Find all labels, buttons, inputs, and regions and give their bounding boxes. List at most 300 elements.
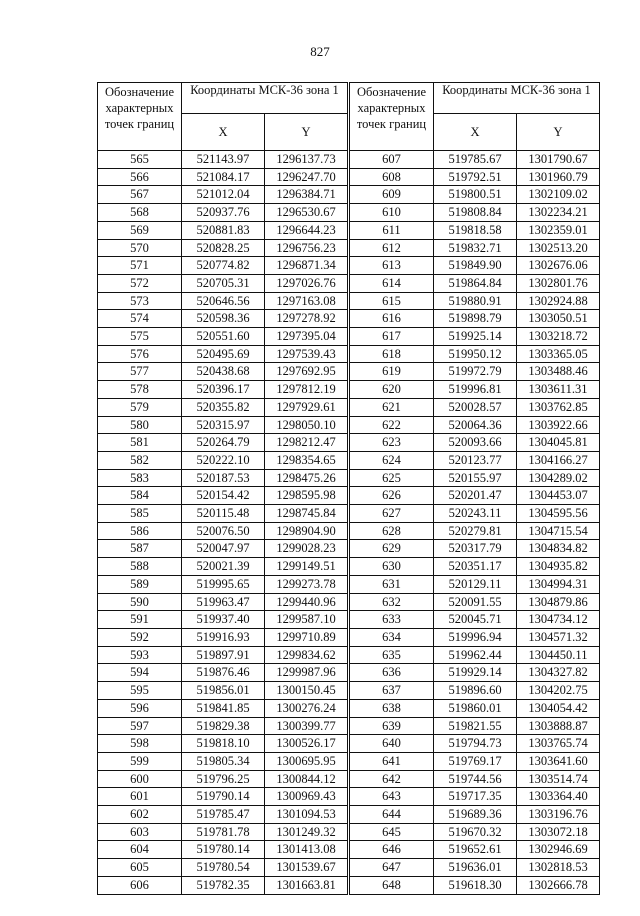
y-coordinate-cell: 1304054.42 — [517, 699, 600, 717]
point-number-cell: 622 — [350, 416, 434, 434]
x-coordinate-cell: 519916.93 — [182, 628, 265, 646]
table-row — [350, 274, 600, 292]
point-number-cell: 633 — [350, 611, 434, 629]
table-row — [98, 859, 348, 877]
x-coordinate-cell: 519780.14 — [182, 841, 265, 859]
y-coordinate-cell: 1297026.76 — [265, 274, 348, 292]
table-row — [350, 593, 600, 611]
table-row — [350, 416, 600, 434]
table-row — [350, 788, 600, 806]
coordinates-header: Координаты МСК-36 зона 1 — [434, 83, 600, 114]
y-coordinate-cell: 1300969.43 — [265, 788, 348, 806]
point-number-cell: 605 — [98, 859, 182, 877]
point-number-cell: 611 — [350, 221, 434, 239]
x-coordinate-cell: 519808.84 — [434, 204, 517, 222]
y-coordinate-cell: 1296247.70 — [265, 168, 348, 186]
y-coordinate-cell: 1300399.77 — [265, 717, 348, 735]
y-coordinate-cell: 1299273.78 — [265, 575, 348, 593]
point-number-cell: 616 — [350, 310, 434, 328]
point-number-cell: 600 — [98, 770, 182, 788]
point-number-cell: 627 — [350, 505, 434, 523]
y-coordinate-cell: 1302801.76 — [517, 274, 600, 292]
point-number-cell: 589 — [98, 575, 182, 593]
table-row — [350, 239, 600, 257]
table-row — [350, 752, 600, 770]
x-coordinate-cell: 519781.78 — [182, 823, 265, 841]
y-coordinate-cell: 1303050.51 — [517, 310, 600, 328]
point-number-cell: 641 — [350, 752, 434, 770]
y-coordinate-cell: 1298745.84 — [265, 505, 348, 523]
point-number-cell: 642 — [350, 770, 434, 788]
point-number-cell: 634 — [350, 628, 434, 646]
point-number-cell: 598 — [98, 735, 182, 753]
point-number-cell: 608 — [350, 168, 434, 186]
x-coordinate-cell: 521143.97 — [182, 151, 265, 169]
x-coordinate-cell: 519800.51 — [434, 186, 517, 204]
table-row — [350, 328, 600, 346]
y-coordinate-cell: 1304453.07 — [517, 487, 600, 505]
y-coordinate-cell: 1300150.45 — [265, 682, 348, 700]
x-coordinate-cell: 520264.79 — [182, 434, 265, 452]
x-coordinate-cell: 520129.11 — [434, 575, 517, 593]
point-number-cell: 593 — [98, 646, 182, 664]
point-number-cell: 567 — [98, 186, 182, 204]
x-coordinate-cell: 520598.36 — [182, 310, 265, 328]
x-coordinate-cell: 519670.32 — [434, 823, 517, 841]
y-coordinate-cell: 1298475.26 — [265, 469, 348, 487]
y-coordinate-cell: 1304289.02 — [517, 469, 600, 487]
table-row — [98, 752, 348, 770]
y-coordinate-cell: 1299440.96 — [265, 593, 348, 611]
x-coordinate-cell: 519785.47 — [182, 806, 265, 824]
table-row — [98, 770, 348, 788]
x-coordinate-cell: 520315.97 — [182, 416, 265, 434]
point-number-cell: 573 — [98, 292, 182, 310]
table-row — [98, 540, 348, 558]
x-coordinate-cell: 519796.25 — [182, 770, 265, 788]
point-number-cell: 647 — [350, 859, 434, 877]
x-coordinate-cell: 520045.71 — [434, 611, 517, 629]
x-coordinate-cell: 519782.35 — [182, 876, 265, 894]
point-number-cell: 624 — [350, 451, 434, 469]
table-row — [350, 451, 600, 469]
x-coordinate-cell: 519769.17 — [434, 752, 517, 770]
coordinates-table-left — [97, 82, 347, 895]
y-coordinate-cell: 1298595.98 — [265, 487, 348, 505]
point-number-cell: 579 — [98, 398, 182, 416]
point-number-cell: 586 — [98, 522, 182, 540]
point-number-cell: 585 — [98, 505, 182, 523]
table-row — [98, 699, 348, 717]
x-coordinate-cell: 519717.35 — [434, 788, 517, 806]
y-coordinate-cell: 1297539.43 — [265, 345, 348, 363]
y-coordinate-cell: 1304734.12 — [517, 611, 600, 629]
y-coordinate-cell: 1303762.85 — [517, 398, 600, 416]
x-coordinate-cell: 520828.25 — [182, 239, 265, 257]
y-coordinate-cell: 1302359.01 — [517, 221, 600, 239]
y-coordinate-cell: 1302234.21 — [517, 204, 600, 222]
table-row — [350, 735, 600, 753]
y-coordinate-cell: 1301249.32 — [265, 823, 348, 841]
x-coordinate-cell: 520076.50 — [182, 522, 265, 540]
point-number-cell: 591 — [98, 611, 182, 629]
point-number-cell: 640 — [350, 735, 434, 753]
point-number-cell: 566 — [98, 168, 182, 186]
point-number-cell: 576 — [98, 345, 182, 363]
x-coordinate-cell: 519785.67 — [434, 151, 517, 169]
point-number-cell: 582 — [98, 451, 182, 469]
point-number-cell: 632 — [350, 593, 434, 611]
table-row — [98, 416, 348, 434]
x-coordinate-cell: 519790.14 — [182, 788, 265, 806]
x-coordinate-cell: 520155.97 — [434, 469, 517, 487]
y-coordinate-cell: 1297395.04 — [265, 328, 348, 346]
x-coordinate-cell: 520351.17 — [434, 558, 517, 576]
y-coordinate-cell: 1297163.08 — [265, 292, 348, 310]
x-coordinate-cell: 519896.60 — [434, 682, 517, 700]
x-coordinate-cell: 519996.81 — [434, 381, 517, 399]
table-row — [350, 257, 600, 275]
x-coordinate-cell: 520881.83 — [182, 221, 265, 239]
y-coordinate-cell: 1296644.23 — [265, 221, 348, 239]
x-coordinate-cell: 520091.55 — [434, 593, 517, 611]
table-row — [98, 257, 348, 275]
table-row — [350, 876, 600, 894]
table-row — [98, 345, 348, 363]
point-number-cell: 607 — [350, 151, 434, 169]
point-number-cell: 601 — [98, 788, 182, 806]
table-row — [350, 682, 600, 700]
y-coordinate-cell: 1300276.24 — [265, 699, 348, 717]
point-number-cell: 636 — [350, 664, 434, 682]
y-coordinate-cell: 1300695.95 — [265, 752, 348, 770]
y-coordinate-cell: 1303365.05 — [517, 345, 600, 363]
point-number-cell: 628 — [350, 522, 434, 540]
point-number-cell: 572 — [98, 274, 182, 292]
y-coordinate-cell: 1304327.82 — [517, 664, 600, 682]
table-row — [350, 505, 600, 523]
table-body-left — [98, 151, 348, 895]
table-row — [98, 363, 348, 381]
x-coordinate-cell: 519636.01 — [434, 859, 517, 877]
page-number: 827 — [310, 44, 330, 59]
table-row — [98, 788, 348, 806]
point-number-cell: 575 — [98, 328, 182, 346]
y-coordinate-cell: 1298354.65 — [265, 451, 348, 469]
table-row — [98, 646, 348, 664]
point-number-cell: 618 — [350, 345, 434, 363]
table-row — [98, 168, 348, 186]
point-number-cell: 570 — [98, 239, 182, 257]
table-row — [350, 434, 600, 452]
table-row — [98, 628, 348, 646]
x-coordinate-cell: 519849.90 — [434, 257, 517, 275]
x-coordinate-cell: 520551.60 — [182, 328, 265, 346]
point-number-cell: 574 — [98, 310, 182, 328]
y-coordinate-cell: 1303765.74 — [517, 735, 600, 753]
table-row — [98, 186, 348, 204]
x-coordinate-cell: 520355.82 — [182, 398, 265, 416]
table-row — [98, 328, 348, 346]
y-coordinate-cell: 1297278.92 — [265, 310, 348, 328]
x-coordinate-cell: 521084.17 — [182, 168, 265, 186]
y-coordinate-cell: 1303072.18 — [517, 823, 600, 841]
x-coordinate-cell: 520646.56 — [182, 292, 265, 310]
point-number-cell: 638 — [350, 699, 434, 717]
y-coordinate-cell: 1299028.23 — [265, 540, 348, 558]
y-coordinate-cell: 1298904.90 — [265, 522, 348, 540]
y-coordinate-cell: 1304994.31 — [517, 575, 600, 593]
y-coordinate-cell: 1303196.76 — [517, 806, 600, 824]
table-row — [98, 292, 348, 310]
table-row — [98, 381, 348, 399]
y-coordinate-cell: 1302109.02 — [517, 186, 600, 204]
point-number-cell: 621 — [350, 398, 434, 416]
y-coordinate-cell: 1304834.82 — [517, 540, 600, 558]
x-coordinate-cell: 519821.55 — [434, 717, 517, 735]
table-row — [350, 770, 600, 788]
table-row — [98, 398, 348, 416]
table-row — [98, 310, 348, 328]
y-coordinate-cell: 1298212.47 — [265, 434, 348, 452]
table-row — [350, 221, 600, 239]
point-number-cell: 615 — [350, 292, 434, 310]
x-coordinate-cell: 520021.39 — [182, 558, 265, 576]
table-row — [350, 522, 600, 540]
coordinates-header: Координаты МСК-36 зона 1 — [182, 83, 348, 114]
point-label-header: Обозначение характерных точек границ — [98, 83, 182, 151]
table-row — [350, 664, 600, 682]
y-coordinate-cell: 1302924.88 — [517, 292, 600, 310]
table-row — [350, 646, 600, 664]
table-row — [350, 204, 600, 222]
x-header: X — [182, 114, 265, 151]
point-number-cell: 629 — [350, 540, 434, 558]
y-coordinate-cell: 1303218.72 — [517, 328, 600, 346]
point-number-cell: 583 — [98, 469, 182, 487]
y-coordinate-cell: 1297812.19 — [265, 381, 348, 399]
table-row — [350, 611, 600, 629]
point-number-cell: 571 — [98, 257, 182, 275]
x-coordinate-cell: 520495.69 — [182, 345, 265, 363]
point-number-cell: 596 — [98, 699, 182, 717]
table-row — [98, 575, 348, 593]
point-number-cell: 584 — [98, 487, 182, 505]
table-row — [98, 558, 348, 576]
table-row — [98, 522, 348, 540]
x-coordinate-cell: 519995.65 — [182, 575, 265, 593]
x-coordinate-cell: 520115.48 — [182, 505, 265, 523]
x-header: X — [434, 114, 517, 151]
x-coordinate-cell: 520028.57 — [434, 398, 517, 416]
x-coordinate-cell: 519925.14 — [434, 328, 517, 346]
y-coordinate-cell: 1304595.56 — [517, 505, 600, 523]
point-number-cell: 569 — [98, 221, 182, 239]
y-coordinate-cell: 1304450.11 — [517, 646, 600, 664]
table-row — [350, 345, 600, 363]
point-number-cell: 614 — [350, 274, 434, 292]
y-coordinate-cell: 1303488.46 — [517, 363, 600, 381]
table-row — [98, 841, 348, 859]
y-coordinate-cell: 1304571.32 — [517, 628, 600, 646]
point-number-cell: 568 — [98, 204, 182, 222]
table-row — [350, 540, 600, 558]
table-row — [350, 292, 600, 310]
point-number-cell: 577 — [98, 363, 182, 381]
table-row — [98, 151, 348, 169]
table-row — [350, 859, 600, 877]
x-coordinate-cell: 521012.04 — [182, 186, 265, 204]
table-row — [350, 186, 600, 204]
y-coordinate-cell: 1298050.10 — [265, 416, 348, 434]
table-row — [350, 699, 600, 717]
x-coordinate-cell: 519618.30 — [434, 876, 517, 894]
y-coordinate-cell: 1302818.53 — [517, 859, 600, 877]
y-coordinate-cell: 1299587.10 — [265, 611, 348, 629]
x-coordinate-cell: 519652.61 — [434, 841, 517, 859]
table-row — [98, 204, 348, 222]
x-coordinate-cell: 519805.34 — [182, 752, 265, 770]
y-coordinate-cell: 1303364.40 — [517, 788, 600, 806]
x-coordinate-cell: 519897.91 — [182, 646, 265, 664]
table-row — [350, 168, 600, 186]
x-coordinate-cell: 520396.17 — [182, 381, 265, 399]
x-coordinate-cell: 519794.73 — [434, 735, 517, 753]
x-coordinate-cell: 520279.81 — [434, 522, 517, 540]
point-number-cell: 587 — [98, 540, 182, 558]
point-number-cell: 626 — [350, 487, 434, 505]
point-number-cell: 597 — [98, 717, 182, 735]
y-coordinate-cell: 1304715.54 — [517, 522, 600, 540]
point-number-cell: 630 — [350, 558, 434, 576]
x-coordinate-cell: 519829.38 — [182, 717, 265, 735]
y-coordinate-cell: 1303611.31 — [517, 381, 600, 399]
table-row — [98, 469, 348, 487]
point-number-cell: 588 — [98, 558, 182, 576]
table-row — [98, 806, 348, 824]
x-coordinate-cell: 519689.36 — [434, 806, 517, 824]
point-number-cell: 643 — [350, 788, 434, 806]
x-coordinate-cell: 519744.56 — [434, 770, 517, 788]
y-coordinate-cell: 1297929.61 — [265, 398, 348, 416]
table-row — [98, 735, 348, 753]
coordinates-table — [97, 82, 348, 895]
point-number-cell: 637 — [350, 682, 434, 700]
table-row — [98, 682, 348, 700]
coordinates-table-right — [349, 82, 599, 895]
y-coordinate-cell: 1300526.17 — [265, 735, 348, 753]
point-number-cell: 604 — [98, 841, 182, 859]
table-row — [98, 221, 348, 239]
y-coordinate-cell: 1304202.75 — [517, 682, 600, 700]
x-coordinate-cell: 520187.53 — [182, 469, 265, 487]
x-coordinate-cell: 520317.79 — [434, 540, 517, 558]
x-coordinate-cell: 520937.76 — [182, 204, 265, 222]
point-number-cell: 635 — [350, 646, 434, 664]
table-row — [350, 717, 600, 735]
point-number-cell: 631 — [350, 575, 434, 593]
point-number-cell: 603 — [98, 823, 182, 841]
point-number-cell: 581 — [98, 434, 182, 452]
point-number-cell: 595 — [98, 682, 182, 700]
y-coordinate-cell: 1296384.71 — [265, 186, 348, 204]
point-number-cell: 639 — [350, 717, 434, 735]
point-number-cell: 619 — [350, 363, 434, 381]
y-coordinate-cell: 1303922.66 — [517, 416, 600, 434]
y-coordinate-cell: 1296756.23 — [265, 239, 348, 257]
x-coordinate-cell: 519963.47 — [182, 593, 265, 611]
point-number-cell: 606 — [98, 876, 182, 894]
point-number-cell: 580 — [98, 416, 182, 434]
point-number-cell: 620 — [350, 381, 434, 399]
x-coordinate-cell: 519996.94 — [434, 628, 517, 646]
y-coordinate-cell: 1296137.73 — [265, 151, 348, 169]
point-number-cell: 648 — [350, 876, 434, 894]
x-coordinate-cell: 519856.01 — [182, 682, 265, 700]
table-row — [350, 806, 600, 824]
point-number-cell: 613 — [350, 257, 434, 275]
y-coordinate-cell: 1304045.81 — [517, 434, 600, 452]
y-coordinate-cell: 1304879.86 — [517, 593, 600, 611]
coordinates-table — [349, 82, 600, 895]
point-number-cell: 646 — [350, 841, 434, 859]
x-coordinate-cell: 519792.51 — [434, 168, 517, 186]
x-coordinate-cell: 520774.82 — [182, 257, 265, 275]
y-coordinate-cell: 1304935.82 — [517, 558, 600, 576]
table-row — [350, 381, 600, 399]
point-number-cell: 602 — [98, 806, 182, 824]
y-coordinate-cell: 1300844.12 — [265, 770, 348, 788]
x-coordinate-cell: 520201.47 — [434, 487, 517, 505]
table-row — [98, 239, 348, 257]
x-coordinate-cell: 519818.58 — [434, 221, 517, 239]
point-number-cell: 625 — [350, 469, 434, 487]
y-coordinate-cell: 1296871.34 — [265, 257, 348, 275]
x-coordinate-cell: 520438.68 — [182, 363, 265, 381]
y-coordinate-cell: 1303888.87 — [517, 717, 600, 735]
y-coordinate-cell: 1301790.67 — [517, 151, 600, 169]
x-coordinate-cell: 519818.10 — [182, 735, 265, 753]
x-coordinate-cell: 520093.66 — [434, 434, 517, 452]
x-coordinate-cell: 520222.10 — [182, 451, 265, 469]
point-number-cell: 565 — [98, 151, 182, 169]
point-number-cell: 617 — [350, 328, 434, 346]
point-label-header: Обозначение характерных точек границ — [350, 83, 434, 151]
point-number-cell: 594 — [98, 664, 182, 682]
y-coordinate-cell: 1302666.78 — [517, 876, 600, 894]
table-row — [350, 823, 600, 841]
table-row — [98, 505, 348, 523]
y-coordinate-cell: 1302513.20 — [517, 239, 600, 257]
y-coordinate-cell: 1302946.69 — [517, 841, 600, 859]
x-coordinate-cell: 519860.01 — [434, 699, 517, 717]
x-coordinate-cell: 519937.40 — [182, 611, 265, 629]
table-row — [98, 487, 348, 505]
point-number-cell: 612 — [350, 239, 434, 257]
x-coordinate-cell: 519950.12 — [434, 345, 517, 363]
table-row — [98, 717, 348, 735]
y-coordinate-cell: 1302676.06 — [517, 257, 600, 275]
table-row — [350, 841, 600, 859]
y-coordinate-cell: 1303514.74 — [517, 770, 600, 788]
point-number-cell: 609 — [350, 186, 434, 204]
x-coordinate-cell: 520047.97 — [182, 540, 265, 558]
y-coordinate-cell: 1301663.81 — [265, 876, 348, 894]
y-coordinate-cell: 1301094.53 — [265, 806, 348, 824]
x-coordinate-cell: 519780.54 — [182, 859, 265, 877]
table-row — [98, 434, 348, 452]
point-number-cell: 645 — [350, 823, 434, 841]
